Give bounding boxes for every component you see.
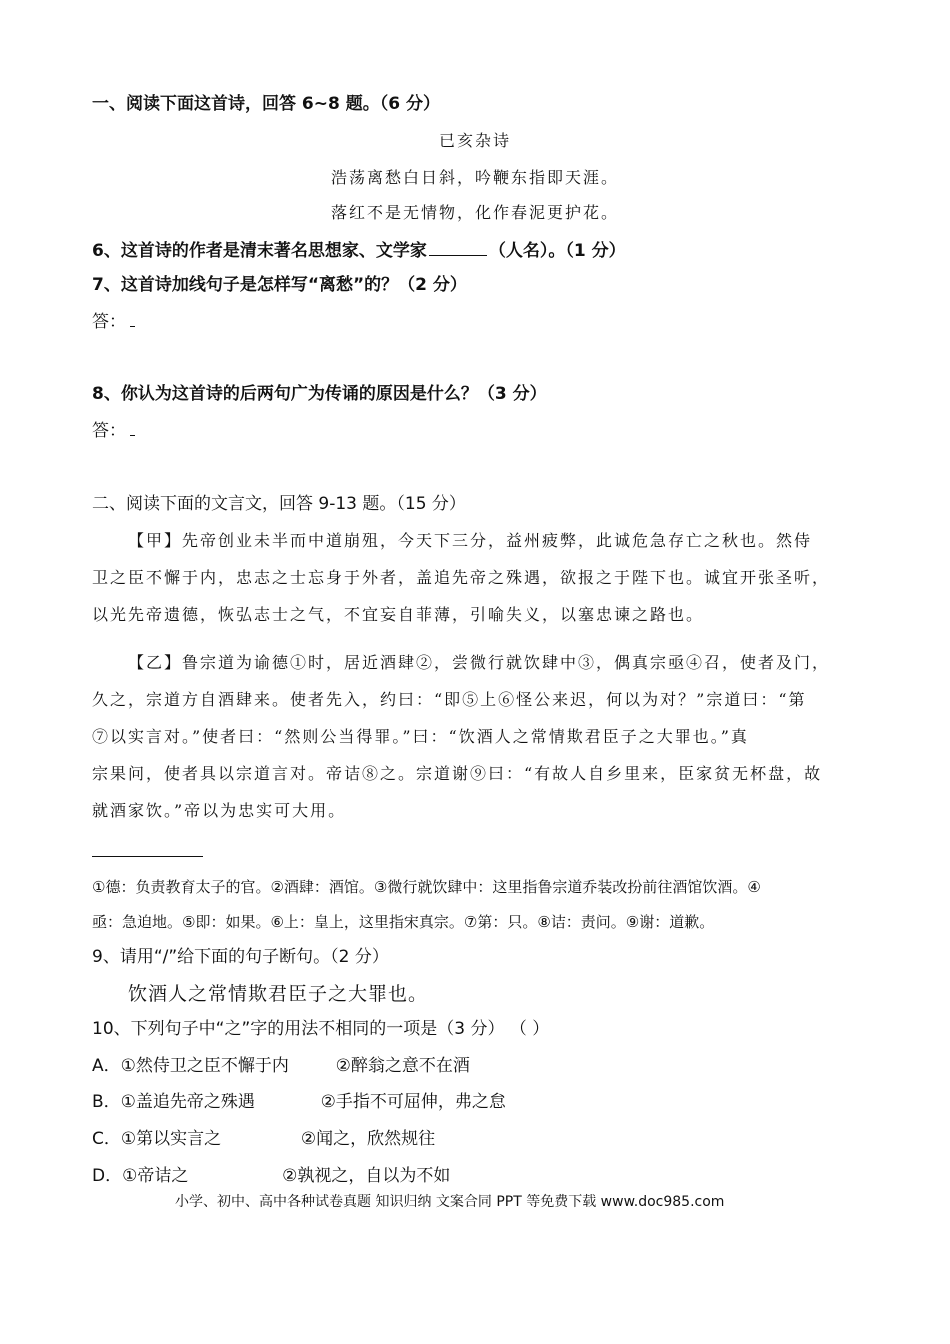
option-letter: A． — [92, 1056, 121, 1076]
option-b-phrase-1: ①盖追先帝之殊遇 — [120, 1092, 255, 1112]
footnote-divider — [92, 856, 203, 857]
poem-line-1: 浩荡离愁白日斜，吟鞭东指即天涯。 — [330, 168, 619, 187]
section1-heading: 一、阅读下面这首诗，回答 6~8 题。（6 分） — [92, 94, 440, 114]
question-10: 10、下列句子中“之”字的用法不相同的一项是（3 分） （ ） — [92, 1019, 550, 1039]
answer-line — [130, 421, 135, 436]
passage-jia-line-3: 以光先帝遗德，恢弘志士之气，不宜妄自菲薄，引喻失义，以塞忠谏之路也。 — [92, 605, 705, 624]
option-d-phrase-1: ①帝诘之 — [122, 1166, 189, 1186]
passage-yi-line-5: 就酒家饮。”帝以为忠实可大用。 — [92, 801, 347, 820]
question-8: 8、你认为这首诗的后两句广为传诵的原因是什么？（3 分） — [92, 384, 547, 404]
option-c[interactable] — [92, 1127, 435, 1151]
option-b[interactable] — [92, 1090, 506, 1114]
option-d[interactable] — [92, 1164, 450, 1188]
footnote-line-2: 亟：急迫地。⑤即：如果。⑥上：皇上，这里指宋真宗。⑦第：只。⑧诘：责问。⑨谢：道歉。 — [92, 913, 715, 931]
question-6 — [92, 237, 626, 263]
footnote-line-1: ①德：负责教育太子的官。②酒肆：酒馆。③微行就饮肆中：这里指鲁宗道乔装改扮前往酒馆饮酒。④ — [92, 878, 761, 896]
option-d-phrase-2: ②孰视之，自以为不如 — [282, 1166, 451, 1186]
answer-label: 答： — [92, 312, 126, 332]
option-a-phrase-1: ①然侍卫之臣不懈于内 — [120, 1056, 289, 1076]
poem-line-2: 落红不是无情物，化作春泥更护花。 — [330, 203, 619, 222]
passage-yi-line-1: 【乙】鲁宗道为谕德①时，居近酒肆②，尝微行就饮肆中③，偶真宗亟④召，使者及门， — [128, 653, 831, 672]
question-6-text: 6、这首诗的作者是清末著名思想家、文学家 — [92, 241, 427, 261]
passage-jia-line-2: 卫之臣不懈于内，忠志之士忘身于外者，盖追先帝之殊遇，欲报之于陛下也。诚宜开张圣听， — [92, 568, 831, 587]
option-a-phrase-2: ②醉翁之意不在酒 — [335, 1056, 470, 1076]
answer-line — [130, 312, 135, 327]
option-b-phrase-2: ②手指不可屈伸，弗之怠 — [320, 1092, 506, 1112]
answer-label: 答： — [92, 421, 126, 441]
passage-yi-line-2: 久之，宗道方自酒肆来。使者先入，约曰：“即⑤上⑥怪公来迟，何以为对？”宗道曰：“第 — [92, 690, 807, 709]
section2-heading: 二、阅读下面的文言文，回答 9-13 题。（15 分） — [92, 494, 466, 514]
option-c-phrase-1: ①第以实言之 — [120, 1129, 222, 1149]
passage-jia-line-1: 【甲】先帝创业未半而中道崩殂，今天下三分，益州疲弊，此诚危急存亡之秋也。然侍 — [128, 531, 813, 550]
page-footer: 小学、初中、高中各种试卷真题 知识归纳 文案合同 PPT 等免费下载 www.doc985.com — [175, 1194, 725, 1210]
passage-yi-line-3: ⑦以实言对。”使者曰：“然则公当得罪。”曰：“饮酒人之常情欺君臣子之大罪也。”真 — [92, 727, 749, 746]
passage-yi-line-4: 宗果问，使者具以宗道言对。帝诘⑧之。宗道谢⑨曰：“有故人自乡里来，臣家贫无杯盘，故 — [92, 764, 823, 783]
poem-title: 已亥杂诗 — [438, 131, 511, 150]
answer-blank[interactable] — [429, 237, 487, 256]
question-6-suffix: （人名）。（1 分） — [488, 241, 626, 261]
option-letter: C． — [92, 1129, 121, 1149]
question-7: 7、这首诗加线句子是怎样写“离愁”的？（2 分） — [92, 275, 467, 295]
question-8-answer[interactable] — [92, 419, 135, 443]
option-c-phrase-2: ②闻之，欣然规往 — [300, 1129, 436, 1149]
question-9: 9、请用“/”给下面的句子断句。（2 分） — [92, 947, 389, 967]
option-a[interactable] — [92, 1054, 470, 1078]
question-7-answer[interactable] — [92, 310, 135, 334]
question-9-sentence: 饮酒人之常情欺君臣子之大罪也。 — [128, 983, 429, 1005]
option-letter: B． — [92, 1092, 121, 1112]
option-letter: D． — [92, 1166, 123, 1186]
